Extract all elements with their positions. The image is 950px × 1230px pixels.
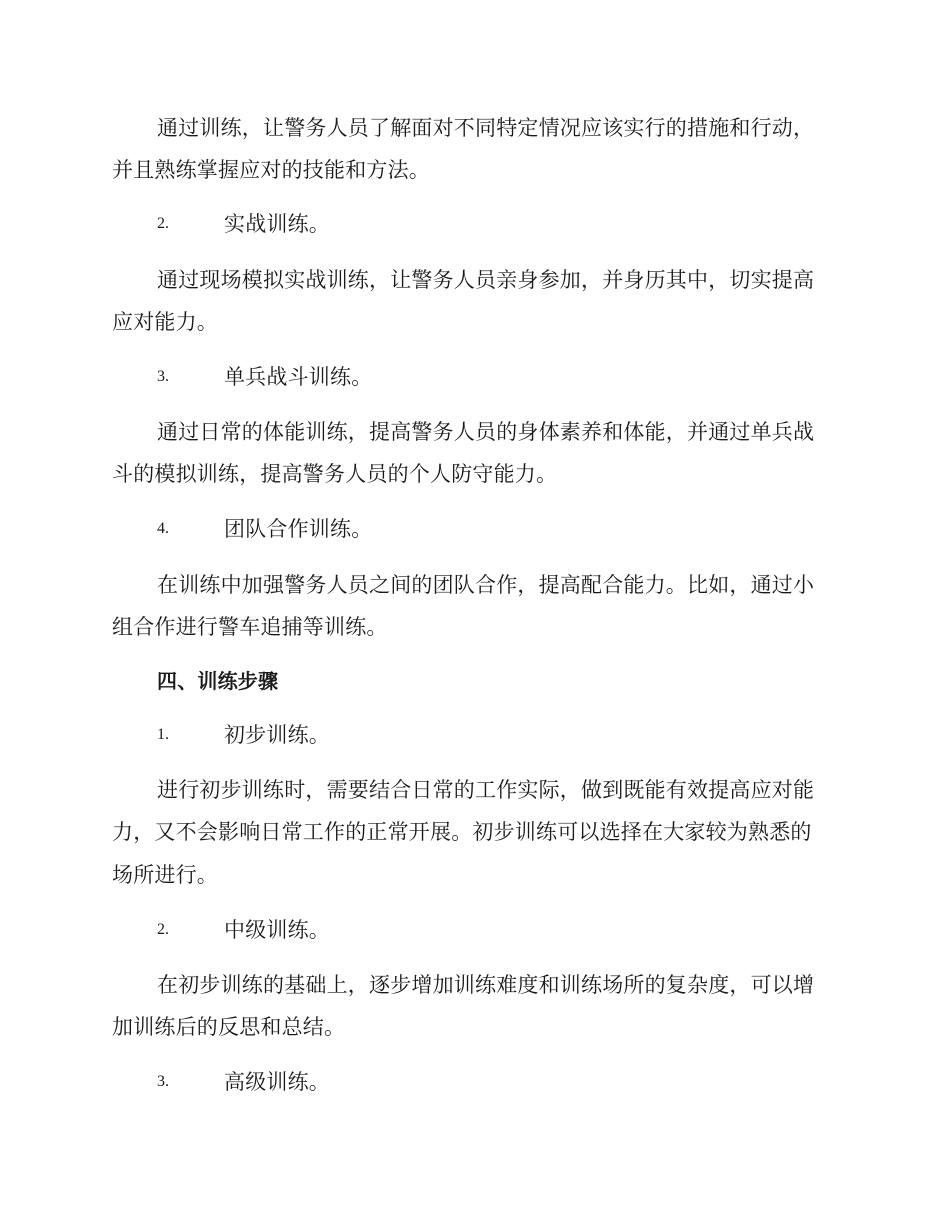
list-number: 2. bbox=[157, 921, 169, 938]
paragraph-line: 并且熟练掌握应对的技能和方法。 bbox=[112, 158, 430, 182]
paragraph-line: 通过现场模拟实战训练，让警务人员亲身参加，并身历其中，切实提高 bbox=[157, 268, 815, 292]
list-number: 4. bbox=[157, 520, 169, 537]
paragraph-line: 斗的模拟训练，提高警务人员的个人防守能力。 bbox=[112, 462, 558, 486]
paragraph-line: 应对能力。 bbox=[112, 310, 218, 334]
paragraph-line: 通过日常的体能训练，提高警务人员的身体素养和体能，并通过单兵战 bbox=[157, 420, 815, 444]
paragraph-line: 场所进行。 bbox=[112, 863, 218, 887]
list-item-label: 团队合作训练。 bbox=[224, 517, 373, 541]
paragraph-line: 通过训练，让警务人员了解面对不同特定情况应该实行的措施和行动， bbox=[157, 116, 815, 140]
paragraph-line: 进行初步训练时，需要结合日常的工作实际，做到既能有效提高应对能 bbox=[157, 778, 815, 802]
list-number: 3. bbox=[157, 368, 169, 385]
paragraph-line: 在训练中加强警务人员之间的团队合作，提高配合能力。比如，通过小 bbox=[157, 573, 815, 597]
section-heading: 四、训练步骤 bbox=[157, 669, 279, 693]
list-number: 1. bbox=[157, 726, 169, 743]
list-item-label: 实战训练。 bbox=[224, 212, 330, 236]
list-number: 2. bbox=[157, 215, 169, 232]
list-item-label: 初步训练。 bbox=[224, 723, 330, 747]
list-item-label: 单兵战斗训练。 bbox=[224, 365, 373, 389]
paragraph-line: 力，又不会影响日常工作的正常开展。初步训练可以选择在大家较为熟悉的 bbox=[112, 820, 812, 844]
paragraph-line: 加训练后的反思和总结。 bbox=[112, 1015, 346, 1039]
list-item-label: 中级训练。 bbox=[224, 918, 330, 942]
list-item-label: 高级训练。 bbox=[224, 1070, 330, 1094]
list-number: 3. bbox=[157, 1073, 169, 1090]
paragraph-line: 组合作进行警车追捕等训练。 bbox=[112, 615, 388, 639]
paragraph-line: 在初步训练的基础上，逐步增加训练难度和训练场所的复杂度，可以增 bbox=[157, 973, 815, 997]
